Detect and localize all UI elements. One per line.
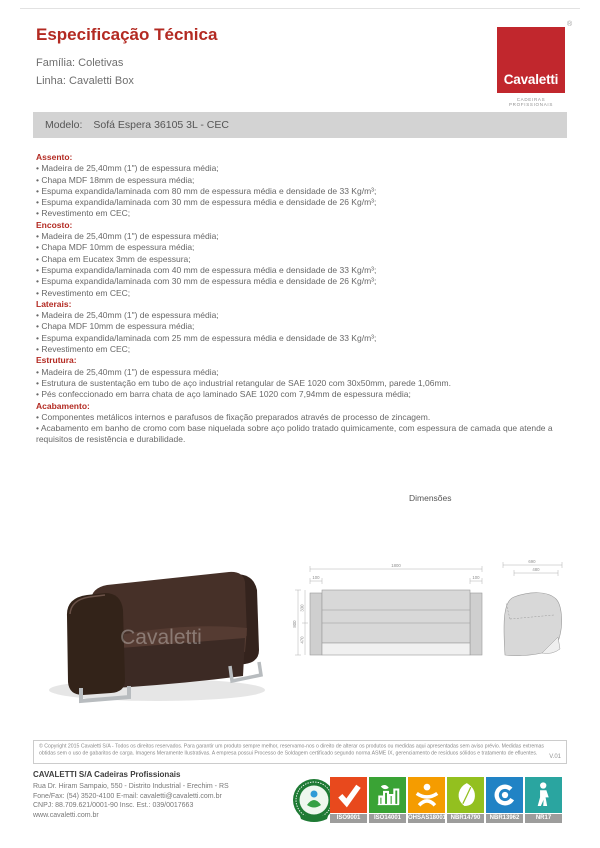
page-title: Especificação Técnica	[36, 25, 218, 44]
front-view-base	[322, 643, 470, 655]
watermark-text: Cavaletti	[120, 626, 202, 649]
badge-ohsas18001	[408, 777, 445, 823]
badge-nbr14790	[447, 777, 484, 823]
model-bar	[33, 112, 567, 138]
spec-item: • Pés confeccionado em barra chata de aço laminado SAE 1020 com 7,94mm de espessura média;	[36, 389, 566, 400]
estrutura-list	[36, 367, 566, 401]
company-website: www.cavaletti.com.br	[33, 811, 99, 819]
dim-seat-height: 470	[299, 636, 305, 644]
model-label: Modelo:	[45, 119, 83, 131]
spec-item: • Acabamento em banho de cromo com base niquelada sobre aço polido tratado quimicamente, com espessura de camada que atende a requisitos de resistência e durabilidade.	[36, 423, 566, 446]
spec-item: • Chapa MDF 18mm de espessura média;	[36, 175, 566, 186]
dimensions-label: Dimensões	[409, 493, 452, 503]
dim-back-height: 330	[299, 604, 305, 612]
badge-label: NBR13962	[486, 814, 523, 823]
spec-item: • Madeira de 25,40mm (1") de espessura média;	[36, 310, 566, 321]
assento-list	[36, 163, 566, 219]
registered-mark: ®	[567, 21, 573, 28]
dim-front-width: 1800	[391, 563, 401, 568]
section-heading-laterais: Laterais:	[36, 298, 72, 309]
spec-item: • Revestimento em CEC;	[36, 344, 566, 355]
seal-figure-head	[311, 791, 318, 798]
spec-item: • Espuma expandida/laminada com 80 mm de espessura média e densidade de 33 Kg/m³;	[36, 186, 566, 197]
front-view-left-arm	[310, 593, 322, 655]
badge-label: NBR14790	[447, 814, 484, 823]
badge-label: ISO14001	[369, 814, 406, 823]
cavaletti-logo	[497, 27, 565, 93]
badge-label: NR17	[525, 814, 562, 823]
badge-iso14001	[369, 777, 406, 823]
company-info	[33, 770, 229, 820]
badge-nr17	[525, 777, 562, 823]
spec-item: • Chapa em Eucatex 3mm de espessura;	[36, 254, 566, 265]
sofa-left-arm	[67, 593, 125, 695]
company-cnpj: CNPJ: 88.709.621/0001-90 Insc. Est.: 039/0017663	[33, 802, 194, 810]
badge-label: OHSAS18001	[408, 815, 447, 821]
top-divider	[20, 8, 580, 9]
badge-nbr13962	[486, 777, 523, 823]
spec-item: • Madeira de 25,40mm (1") de espessura média;	[36, 231, 566, 242]
dim-side-depth: 690	[528, 559, 536, 564]
spec-item: • Madeira de 25,40mm (1") de espessura média;	[36, 367, 566, 378]
spec-sections	[36, 152, 566, 446]
ergonomics-person-icon	[529, 780, 559, 810]
company-address: Rua Dr. Hiram Sampaio, 550 - Distrito Industrial - Erechim - RS	[33, 783, 229, 790]
badge-iso9001	[330, 777, 367, 823]
spec-item: • Componentes metálicos internos e parafusos de fixação preparados através de processo de zincagem.	[36, 412, 566, 423]
section-heading-estrutura: Estrutura:	[36, 355, 77, 366]
spec-item: • Revestimento em CEC;	[36, 208, 566, 219]
spec-item: • Espuma expandida/laminada com 40 mm de espessura média e densidade de 33 Kg/m³;	[36, 265, 566, 276]
spec-item: • Chapa MDF 10mm de espessura média;	[36, 321, 566, 332]
acabamento-list	[36, 412, 566, 446]
certification-badges	[330, 777, 562, 823]
version-tag: V.01	[549, 754, 561, 760]
sofa-product-image	[33, 538, 285, 710]
front-view-right-arm	[470, 593, 482, 655]
linha-line: Linha: Cavaletti Box	[36, 75, 134, 87]
spec-item: • Madeira de 25,40mm (1") de espessura média;	[36, 163, 566, 174]
section-heading-encosto: Encosto:	[36, 219, 73, 230]
dim-arm-right: 100	[472, 575, 480, 580]
copyright-text: © Copyright 2015 Cavaletti S/A - Todos os direitos reservados. Para garantir um produto sempre melhor, reservamo-nos o direito de alterar os produtos ou medidas aqui apresentadas sem aviso prévio. Medidas extremas obtidas sem o uso de gabaritos de carga. Imagens Meramente Ilustrativas. A empresa possui Processo de Soldagem certificado segundo norma ASME IX, gerenciamento de resíduos sólidos e tratamento de efluentes.	[39, 744, 545, 756]
spec-item: • Revestimento em CEC;	[36, 288, 566, 299]
leaf-icon	[451, 780, 481, 810]
badge-label: ISO9001	[330, 814, 367, 823]
person-safety-icon	[412, 780, 442, 810]
spec-item: • Estrutura de sustentação em tubo de aço industrial retangular de SAE 1020 com 30x50mm, parede 1,06mm.	[36, 378, 566, 389]
company-contact: Fone/Fax: (54) 3520-4100 E-mail: cavaletti@cavaletti.com.br	[33, 792, 222, 800]
dim-side-seat-depth: 480	[532, 567, 540, 572]
front-view-body	[322, 590, 470, 643]
copyright-strip	[33, 740, 567, 764]
eco-city-icon	[373, 780, 403, 810]
dim-arm-left: 100	[312, 575, 320, 580]
spec-item: • Chapa MDF 10mm de espessura média;	[36, 242, 566, 253]
section-heading-acabamento: Acabamento:	[36, 400, 90, 411]
check-icon	[334, 780, 364, 810]
dim-total-height: 800	[292, 620, 297, 628]
company-name: CAVALETTI S/A Cadeiras Profissionais	[33, 770, 181, 779]
logo-tagline: CADEIRAS PROFISSIONAIS	[508, 97, 554, 107]
spec-item: • Espuma expandida/laminada com 25 mm de espessura média e densidade de 33 Kg/m³;	[36, 333, 566, 344]
encosto-list	[36, 231, 566, 299]
model-value: Sofá Espera 36105 3L - CEC	[93, 119, 229, 131]
logo-brand-text: Cavaletti	[503, 72, 559, 87]
familia-line: Família: Coletivas	[36, 57, 124, 69]
certification-swirl-icon	[490, 780, 520, 810]
spec-item: • Espuma expandida/laminada com 30 mm de espessura média e densidade de 26 Kg/m³;	[36, 276, 566, 287]
spec-item: • Espuma expandida/laminada com 30 mm de espessura média e densidade de 26 Kg/m³;	[36, 197, 566, 208]
dimension-drawing	[290, 553, 590, 695]
section-heading-assento: Assento:	[36, 152, 73, 162]
laterais-list	[36, 310, 566, 355]
